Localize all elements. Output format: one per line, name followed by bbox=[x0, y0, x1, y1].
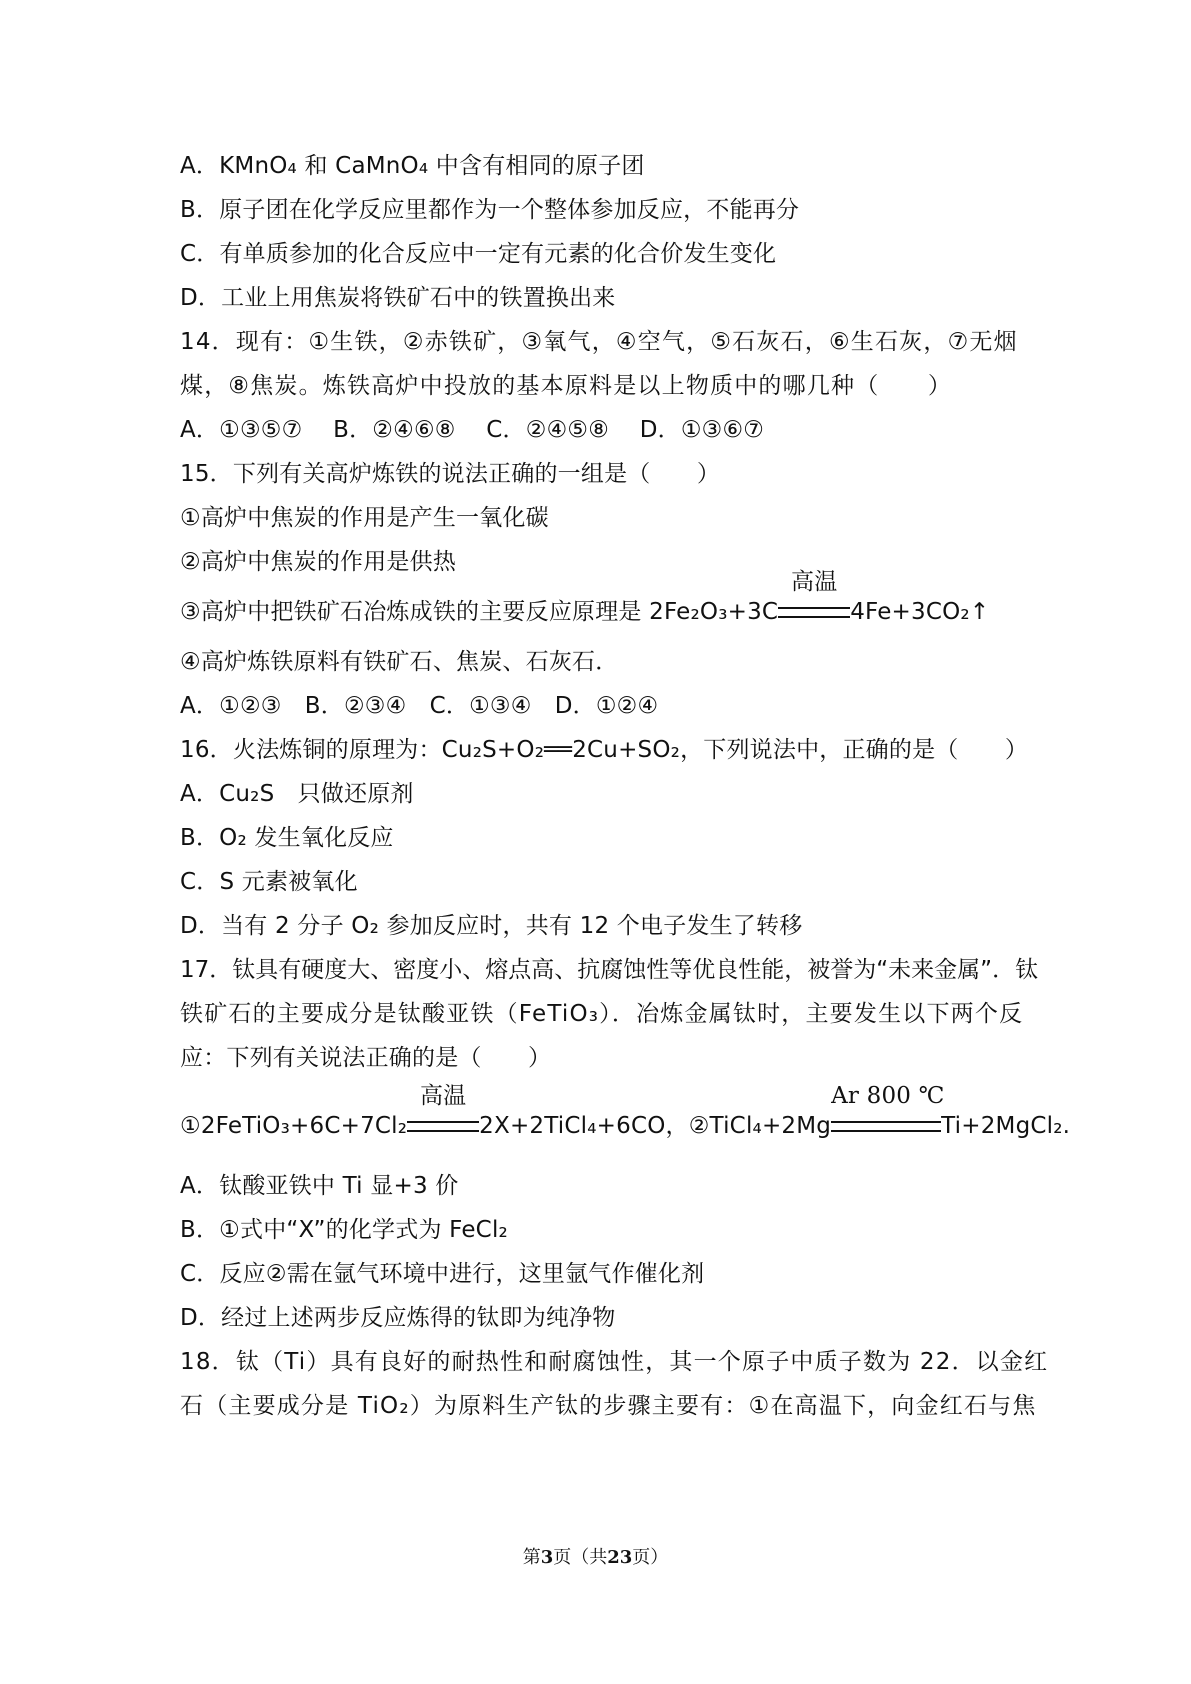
footer-middle: 页（共 bbox=[553, 1547, 608, 1568]
statement-3-equation bbox=[180, 569, 990, 627]
option-d: D．工业上用焦炭将铁矿石中的铁置换出来 bbox=[180, 285, 616, 311]
reaction-condition-arrow bbox=[407, 1083, 479, 1141]
reaction-condition-arrow bbox=[831, 1083, 945, 1141]
question-14-options: A．①③⑤⑦ B．②④⑥⑧ C．②④⑤⑧ D．①③⑥⑦ bbox=[180, 417, 765, 443]
question-17-line-2: 铁矿石的主要成分是钛酸亚铁（FeTiO₃）．冶炼金属钛时，主要发生以下两个反 bbox=[180, 1001, 1024, 1027]
option-c: C．S 元素被氧化 bbox=[180, 869, 358, 895]
option-d: D．当有 2 分子 O₂ 参加反应时，共有 12 个电子发生了转移 bbox=[180, 913, 803, 939]
option-d: D．经过上述两步反应炼得的钛即为纯净物 bbox=[180, 1305, 616, 1331]
question-17-equations bbox=[180, 1083, 1071, 1141]
equation-2-right: Ti+2MgCl₂. bbox=[941, 1113, 1071, 1139]
equation-1-left: ①2FeTiO₃+6C+7Cl₂ bbox=[180, 1113, 408, 1139]
option-b: B．①式中“X”的化学式为 FeCl₂ bbox=[180, 1217, 508, 1243]
option-c: C．有单质参加的化合反应中一定有元素的化合价发生变化 bbox=[180, 241, 777, 267]
reaction-condition: Ar 800 ℃ bbox=[831, 1083, 945, 1109]
question-17-line-1: 17．钛具有硬度大、密度小、熔点高、抗腐蚀性等优良性能，被誉为“未来金属”．钛 bbox=[180, 957, 1039, 983]
footer-prefix: 第 bbox=[522, 1547, 541, 1568]
option-a: A．钛酸亚铁中 Ti 显+3 价 bbox=[180, 1173, 459, 1199]
equation-left: ③高炉中把铁矿石冶炼成铁的主要反应原理是 2Fe₂O₃+3C bbox=[180, 599, 779, 625]
option-a: A．KMnO₄ 和 CaMnO₄ 中含有相同的原子团 bbox=[180, 153, 645, 179]
statement-1: ①高炉中焦炭的作用是产生一氧化碳 bbox=[180, 505, 549, 531]
question-16-stem: 16．火法炼铜的原理为：Cu₂S+O₂══2Cu+SO₂，下列说法中，正确的是（ ） bbox=[180, 737, 1029, 763]
option-b: B．原子团在化学反应里都作为一个整体参加反应，不能再分 bbox=[180, 197, 800, 223]
current-page-number: 3 bbox=[540, 1547, 554, 1568]
statement-4: ④高炉炼铁原料有铁矿石、焦炭、石灰石． bbox=[180, 649, 619, 675]
question-15-options: A．①②③ B．②③④ C．①③④ D．①②④ bbox=[180, 693, 659, 719]
reaction-condition-arrow bbox=[778, 569, 850, 627]
footer-suffix: 页） bbox=[632, 1547, 669, 1568]
reaction-condition: 高温 bbox=[791, 569, 838, 595]
question-14-line-2: 煤，⑧焦炭。炼铁高炉中投放的基本原料是以上物质中的哪几种（ ） bbox=[180, 373, 953, 399]
question-14-line-1: 14．现有：①生铁，②赤铁矿，③氧气，④空气，⑤石灰石，⑥生石灰，⑦无烟 bbox=[180, 329, 1018, 355]
equation-1-right: 2X+2TiCl₄+6CO，②TiCl₄+2Mg bbox=[479, 1113, 832, 1139]
reaction-condition: 高温 bbox=[419, 1083, 467, 1109]
statement-2: ②高炉中焦炭的作用是供热 bbox=[180, 549, 457, 575]
page-footer bbox=[0, 1543, 1191, 1569]
question-18-line-2: 石（主要成分是 TiO₂）为原料生产钛的步骤主要有：①在高温下，向金红石与焦 bbox=[180, 1393, 1037, 1419]
question-15-stem: 15．下列有关高炉炼铁的说法正确的一组是（ ） bbox=[180, 461, 721, 487]
question-18-line-1: 18．钛（Ti）具有良好的耐热性和耐腐蚀性，其一个原子中质子数为 22．以金红 bbox=[180, 1349, 1049, 1375]
equation-right: 4Fe+3CO₂↑ bbox=[850, 599, 990, 625]
option-a: A．Cu₂S 只做还原剂 bbox=[180, 781, 414, 807]
question-17-line-3: 应：下列有关说法正确的是（ ） bbox=[180, 1045, 552, 1071]
total-page-count: 23 bbox=[607, 1547, 633, 1568]
option-b: B．O₂ 发生氧化反应 bbox=[180, 825, 394, 851]
option-c: C．反应②需在氩气环境中进行，这里氩气作催化剂 bbox=[180, 1261, 705, 1287]
